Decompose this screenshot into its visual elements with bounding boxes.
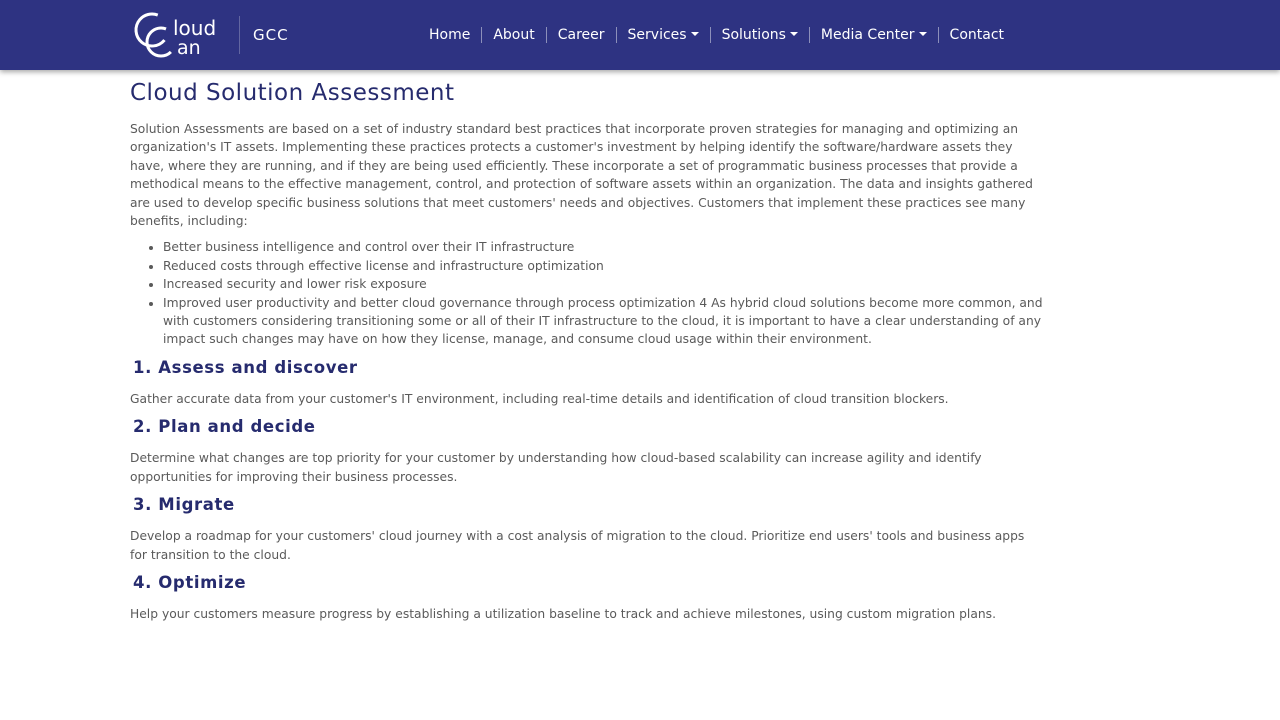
nav-label-services: Services <box>627 26 687 43</box>
section-heading-plan: 2. Plan and decide <box>133 417 316 437</box>
nav-label-contact: Contact <box>949 26 1005 43</box>
page-title: Cloud Solution Assessment <box>130 80 455 106</box>
section-heading-optimize: 4. Optimize <box>133 572 247 592</box>
intro-paragraph: Solution Assessments are based on a set of industry standard best practices that incorporate proven strategies for managing and optimizing an organization's IT assets. Implementing these practices protects a customer's investment by helping identify the software/hardware assets they have, where they are running, and if they are being used efficiently. These incorporate a set of programmatic business processes that provide a methodical means to the effective management, control, and protection of software assets within an organization. The data and insights gathered are used to develop specific business solutions that meet customers' needs and objectives. Customers that implement these practices see many benefits, including: <box>130 122 1033 229</box>
top-navbar <box>0 0 1280 70</box>
logo-graphic <box>133 8 233 62</box>
nav-label-about: About <box>493 26 535 43</box>
nav-link-home[interactable] <box>418 26 481 44</box>
nav-link-contact[interactable] <box>939 26 1015 44</box>
logo-text-bottom: an <box>177 37 201 59</box>
section-text-migrate: Develop a roadmap for your customers' cloud journey with a cost analysis of migration to the cloud. Prioritize end users' tools and business apps for transition to the cloud. <box>130 529 1025 562</box>
list-item: • Better business intelligence and control over their IT infrastructure <box>163 238 1045 256</box>
nav-item-career <box>546 26 616 44</box>
section-text-plan: Determine what changes are top priority for your customer by understanding how cloud-based scalability can increase agility and identify opportunities for improving their business processes. <box>130 451 982 484</box>
nav-label-career: Career <box>557 26 605 43</box>
nav-dropdown-services[interactable] <box>617 26 710 44</box>
section-heading-migrate: 3. Migrate <box>133 495 235 515</box>
section-text-assess: Gather accurate data from your customer's IT environment, including real-time details and identification of cloud transition blockers. <box>130 391 949 406</box>
nav-link-about[interactable] <box>482 26 545 44</box>
main-content <box>130 78 1045 631</box>
caret-down-icon <box>919 32 927 36</box>
main-nav <box>418 23 1015 47</box>
benefits-list <box>130 238 1045 348</box>
nav-label-home: Home <box>429 26 471 43</box>
nav-link-career[interactable] <box>547 26 616 44</box>
caret-down-icon <box>691 32 699 36</box>
list-item: • Improved user productivity and better cloud governance through process optimization 4 As hybrid cloud solutions become more common, and with customers considering transitioning some or all of their IT infrastructure to the cloud, it is important to have a clear understanding of any impact such changes may have on how they license, manage, and consume cloud usage within their environment. <box>163 294 1045 349</box>
nav-label-media-center: Media Center <box>820 26 915 43</box>
caret-down-icon <box>790 32 798 36</box>
nav-item-home <box>418 26 481 44</box>
list-item: • Increased security and lower risk exposure <box>163 275 1045 293</box>
nav-item-contact <box>938 26 1015 44</box>
list-item: • Reduced costs through effective license and infrastructure optimization <box>163 257 1045 275</box>
section-text-optimize: Help your customers measure progress by establishing a utilization baseline to track and achieve milestones, using custom migration plans. <box>130 606 996 621</box>
nav-item-media-center <box>809 26 938 44</box>
brand-subtitle[interactable]: GCC <box>253 26 289 44</box>
nav-dropdown-media-center[interactable] <box>810 26 938 44</box>
nav-item-about <box>481 26 545 44</box>
cloudcan-logo[interactable] <box>133 8 233 62</box>
nav-label-solutions: Solutions <box>721 26 786 43</box>
section-heading-assess: 1. Assess and discover <box>133 357 358 377</box>
brand-divider <box>239 16 240 54</box>
nav-item-solutions <box>710 26 809 44</box>
nav-dropdown-solutions[interactable] <box>711 26 809 44</box>
logo-text-top: loud <box>173 16 217 40</box>
nav-item-services <box>616 26 710 44</box>
